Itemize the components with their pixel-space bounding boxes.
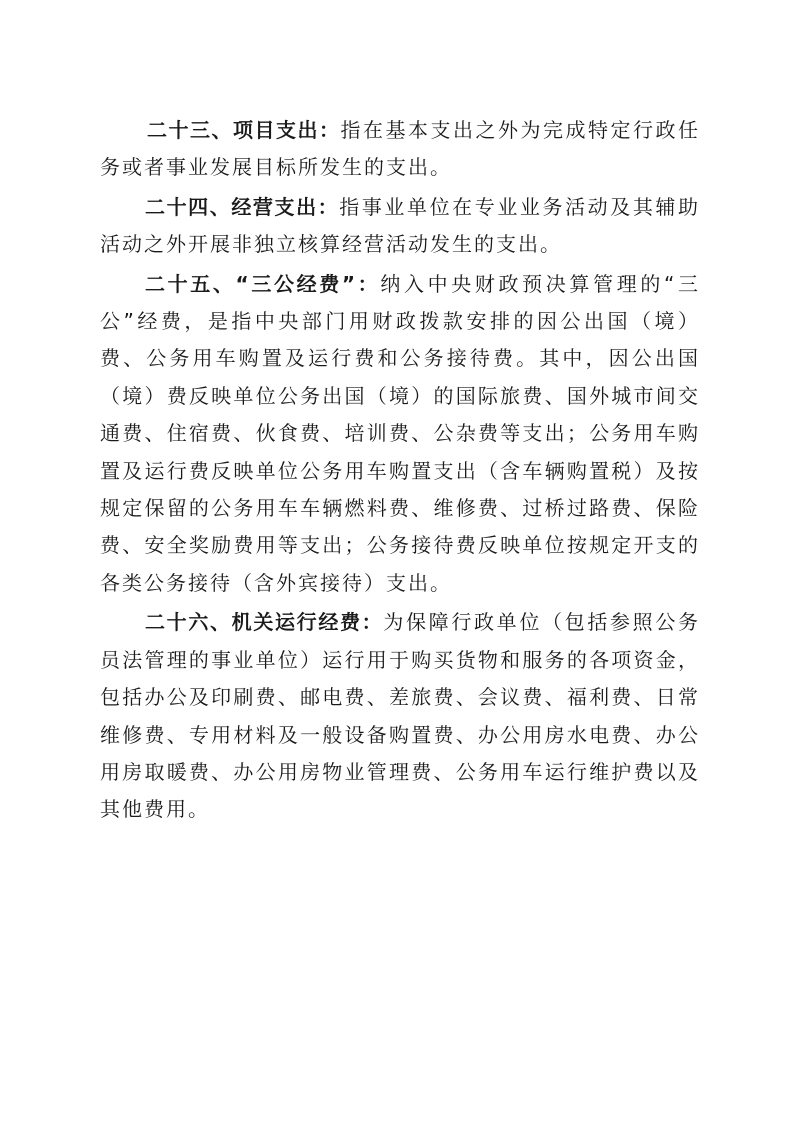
term-heading: 二十三、项目支出：	[147, 118, 341, 142]
paragraph-agency-operating-expenses	[100, 604, 700, 828]
term-heading: 二十五、“三公经费”：	[145, 271, 381, 296]
term-heading: 二十四、经营支出：	[145, 194, 340, 219]
term-definition: 指事业单位在专业业务活动及其辅助活动之外开展非独立核算经营活动发生的支出。	[100, 194, 700, 257]
paragraph-project-expenditure	[100, 112, 700, 187]
term-definition: 纳入中央财政预决算管理的“三公”经费，是指中央部门用财政拨款安排的因公出国（境）费、公务用车购置及运行费和公务接待费。其中，因公出国（境）费反映单位公务出国（境）的国际旅费、国外城市间交通费、住宿费、伙食费、培训费、公杂费等支出；公务用车购置及运行费反映单位公务用车购置支出（含车辆购置税）及按规定保留的公务用车车辆燃料费、维修费、过桥过路费、保险费、安全奖励费用等支出；公务接待费反映单位按规定开支的各类公务接待（含外宾接待）支出。	[100, 271, 700, 595]
term-definition: 指在基本支出之外为完成特定行政任务或者事业发展目标所发生的支出。	[100, 118, 700, 180]
paragraph-three-public-expenses	[100, 266, 700, 603]
term-definition: 为保障行政单位（包括参照公务员法管理的事业单位）运行用于购买货物和服务的各项资金，包括办公及印刷费、邮电费、差旅费、会议费、福利费、日常维修费、专用材料及一般设备购置费、办公用房水电费、办公用房取暖费、办公用房物业管理费、公务用车运行维护费以及其他费用。	[100, 610, 701, 822]
term-heading: 二十六、机关运行经费：	[145, 610, 384, 635]
document-body	[100, 112, 700, 831]
paragraph-operating-expenditure	[100, 189, 700, 264]
